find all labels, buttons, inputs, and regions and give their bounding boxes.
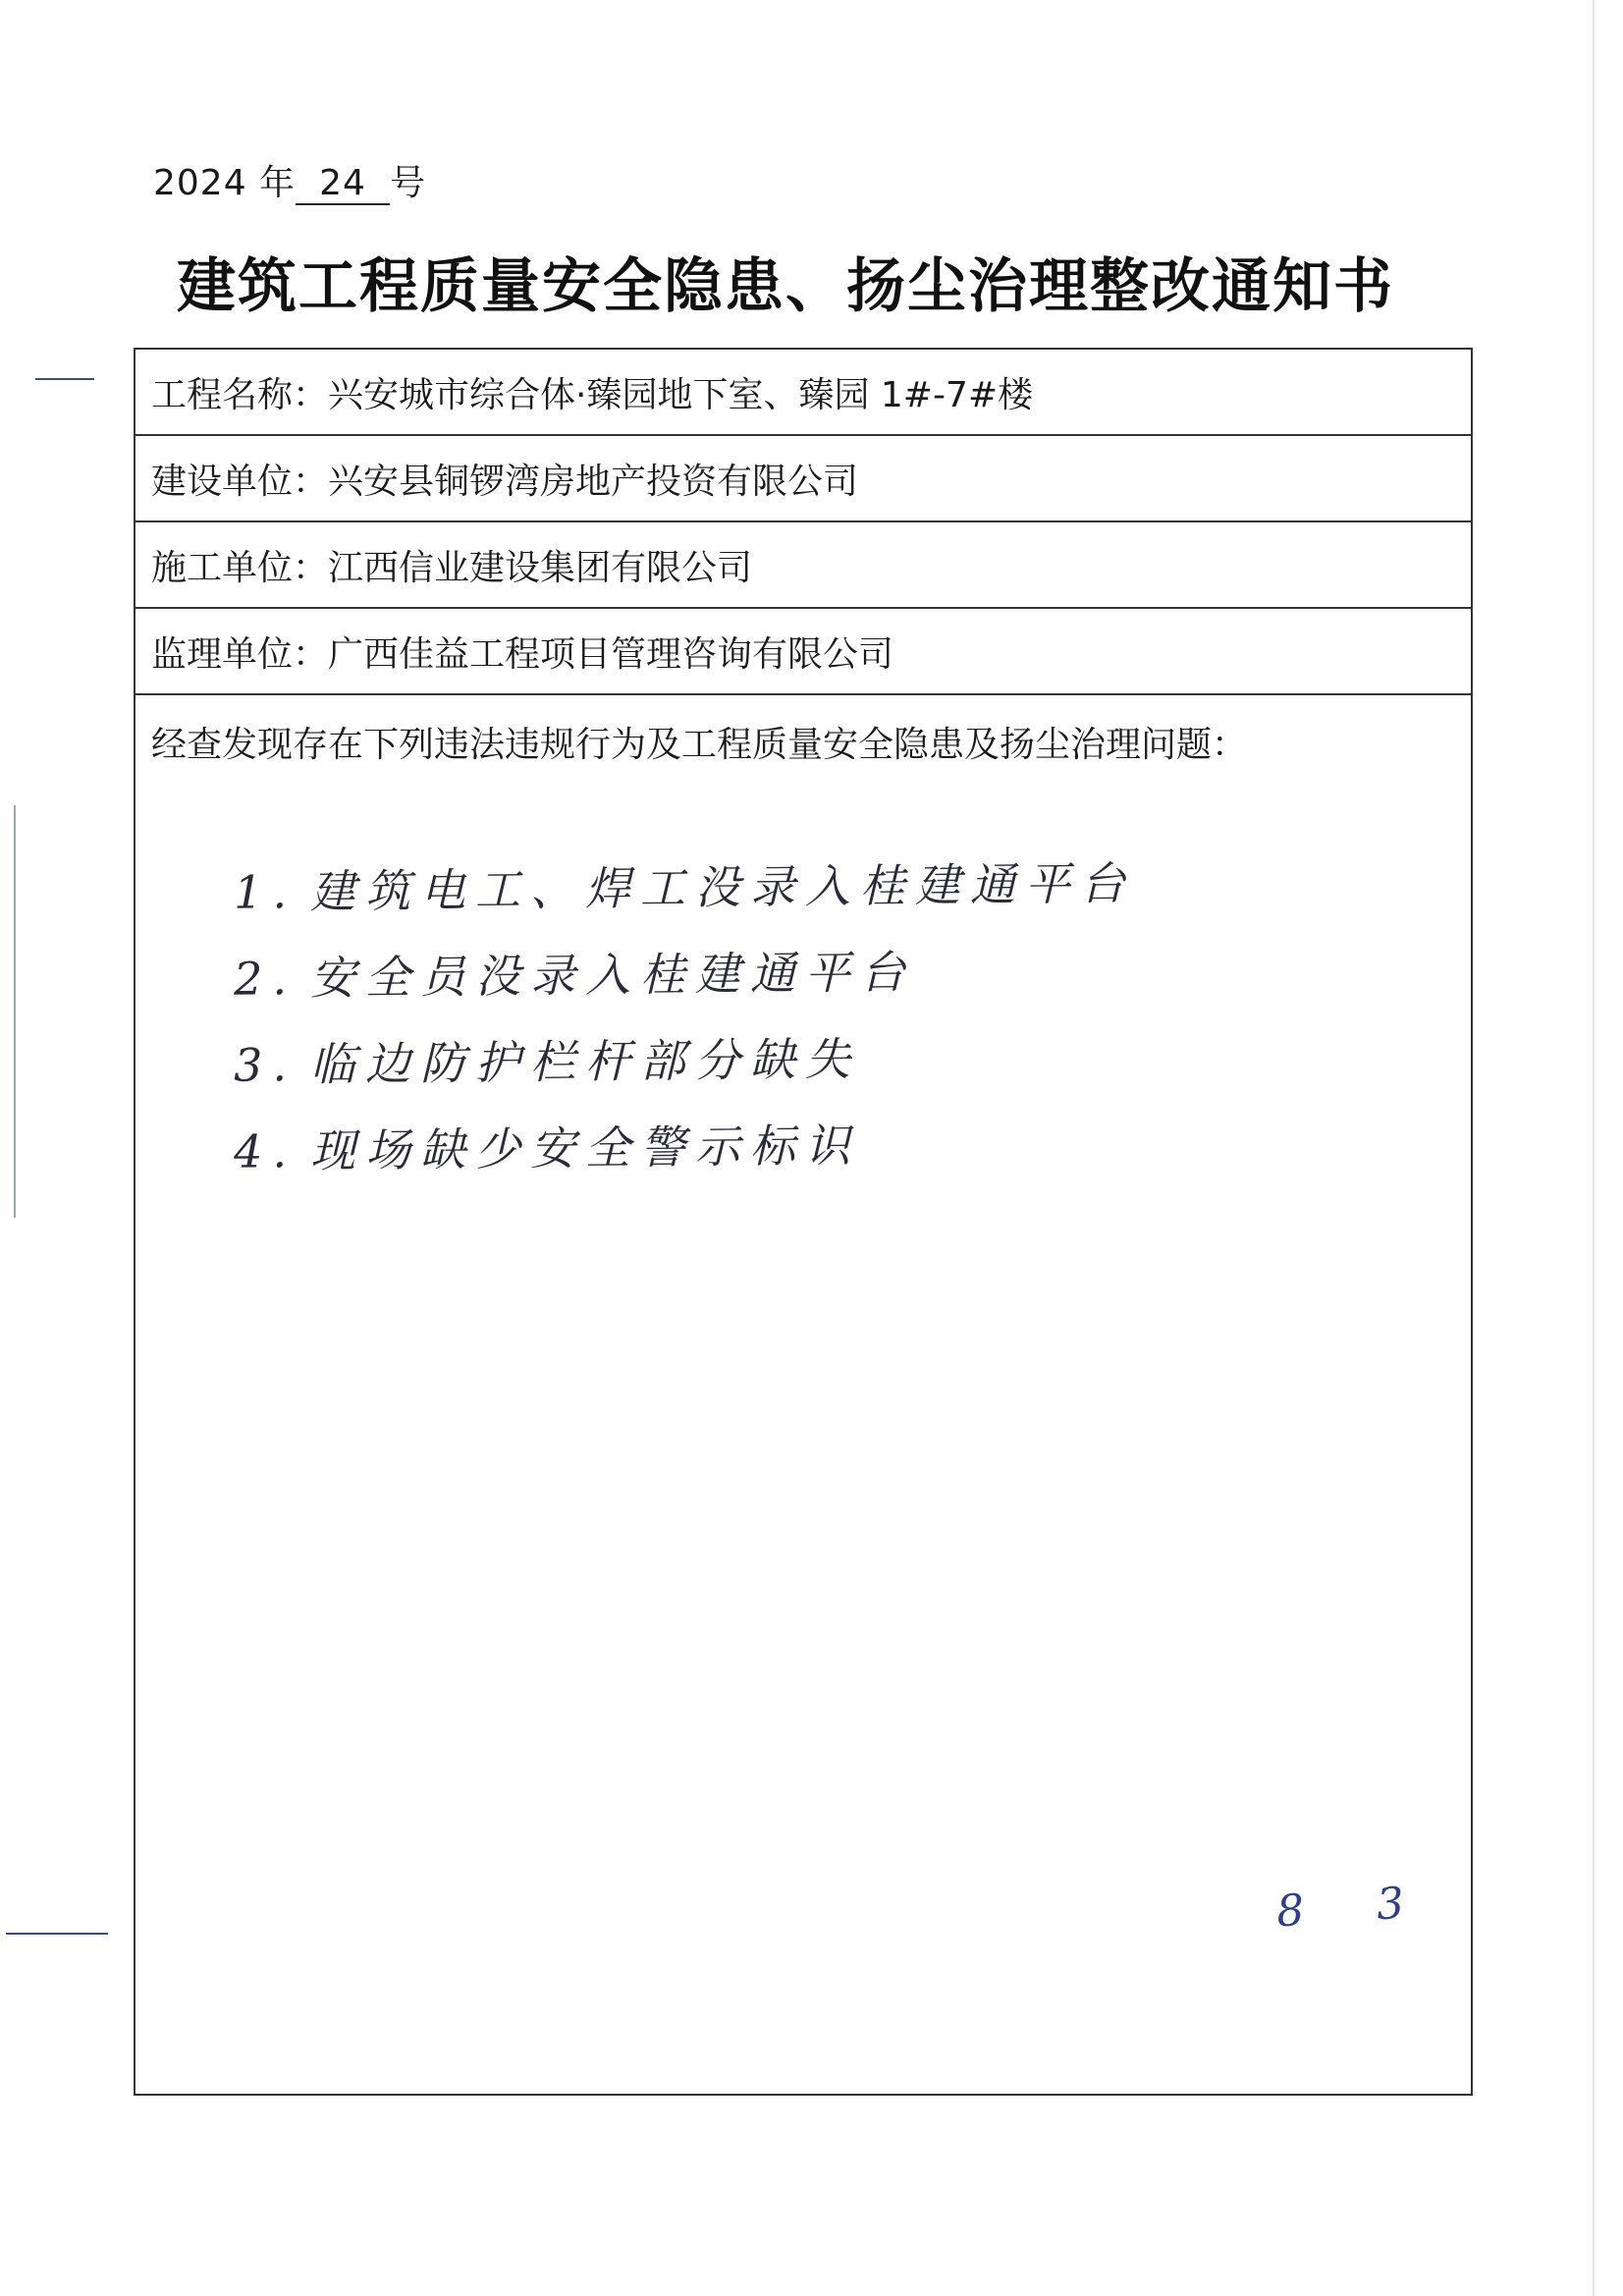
handwritten-date: 8 3 (1274, 1876, 1435, 1938)
page-title: 建筑工程质量安全隐患、扬尘治理整改通知书 (177, 252, 1394, 321)
number-suffix: 号 (390, 163, 427, 203)
scan-artifact (1593, 0, 1595, 2296)
developer-label: 建设单位： (151, 461, 329, 502)
scan-artifact (6, 1933, 108, 1935)
supervisor-label: 监理单位： (151, 633, 329, 675)
notice-form (134, 348, 1473, 2096)
issue-index: 4. (233, 1124, 298, 1178)
supervisor-value: 广西佳益工程项目管理咨询有限公司 (328, 633, 894, 675)
project-name-row (135, 350, 1471, 436)
list-item (234, 926, 1136, 1022)
contractor-label: 施工单位： (151, 547, 329, 588)
list-item (234, 840, 1136, 936)
number-value: 24 (296, 164, 390, 205)
issue-text: 现场缺少安全警示标识 (309, 1119, 861, 1177)
issue-index: 3. (233, 1038, 298, 1092)
issue-index: 1. (233, 865, 298, 919)
project-name-label: 工程名称： (151, 374, 329, 415)
project-name-value: 兴安城市综合体·臻园地下室、臻园 1#-7#楼 (328, 374, 1034, 415)
supervisor-row (135, 609, 1471, 695)
list-item (234, 1012, 1136, 1109)
issue-text: 临边防护栏杆部分缺失 (309, 1032, 861, 1091)
year-prefix: 2024 年 (153, 163, 297, 203)
list-item (234, 1099, 1136, 1195)
contractor-value: 江西信业建设集团有限公司 (328, 547, 753, 588)
scan-artifact (35, 378, 94, 380)
issue-index: 2. (233, 952, 298, 1006)
developer-value: 兴安县铜锣湾房地产投资有限公司 (328, 461, 859, 502)
issues-intro: 经查发现存在下列违法违规行为及工程质量安全隐患及扬尘治理问题： (151, 725, 1248, 765)
issue-text: 建筑电工、焊工没录入桂建通平台 (309, 856, 1136, 918)
contractor-row (135, 522, 1471, 609)
handwritten-issue-list (234, 845, 1135, 1190)
document-number (153, 155, 426, 205)
developer-row (135, 436, 1471, 522)
issues-section (135, 695, 1471, 767)
scan-artifact (14, 805, 16, 1218)
issue-text: 安全员没录入桂建通平台 (309, 945, 916, 1005)
